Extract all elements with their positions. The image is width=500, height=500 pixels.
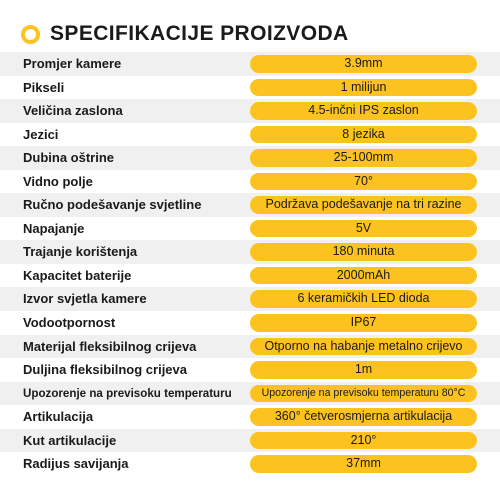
spec-label: Trajanje korištenja (23, 244, 138, 260)
spec-value-pill: 2000mAh (250, 267, 477, 285)
spec-row (0, 99, 500, 123)
spec-label: Promjer kamere (23, 56, 122, 71)
spec-label: Vodootpornost (23, 315, 116, 331)
spec-label: Artikulacija (23, 409, 94, 425)
spec-label: Materijal fleksibilnog crijeva (23, 338, 197, 354)
spec-label: Vidno polje (23, 173, 93, 189)
section-header (0, 18, 500, 52)
spec-value-pill: Upozorenje na previsoku temperaturu 80°C (250, 385, 477, 403)
spec-value-pill: 6 keramičkih LED dioda (250, 290, 477, 308)
spec-label: Veličina zaslona (23, 103, 123, 119)
spec-value-pill: 210° (250, 432, 477, 450)
spec-label: Jezici (23, 126, 59, 142)
spec-value-pill: 5V (250, 220, 477, 238)
spec-value-pill: IP67 (250, 314, 477, 332)
spec-label: Radijus savijanja (23, 456, 129, 472)
spec-value-pill: 37mm (250, 455, 477, 473)
spec-label: Dubina oštrine (23, 150, 115, 166)
spec-value-pill: Otporno na habanje metalno crijevo (250, 338, 477, 356)
spec-row (0, 170, 500, 194)
spec-row (0, 311, 500, 335)
spec-row (0, 217, 500, 241)
spec-value-pill: 25-100mm (250, 149, 477, 167)
spec-row (0, 358, 500, 382)
spec-label: Izvor svjetla kamere (23, 291, 147, 307)
spec-label: Napajanje (23, 220, 85, 236)
spec-value-pill: 3.9mm (250, 55, 477, 73)
spec-label: Kapacitet baterije (23, 267, 132, 283)
spec-row (0, 382, 500, 406)
spec-label: Pikseli (23, 79, 65, 95)
spec-value-pill: 1 milijun (250, 79, 477, 97)
spec-row (0, 287, 500, 311)
spec-row (0, 52, 500, 76)
spec-row (0, 76, 500, 100)
spec-value-pill: 180 minuta (250, 243, 477, 261)
spec-value-pill: 1m (250, 361, 477, 379)
spec-value-pill: 360° četverosmjerna artikulacija (250, 408, 477, 426)
spec-label: Upozorenje na previsoku temperaturu (23, 386, 232, 400)
spec-label: Ručno podešavanje svjetline (23, 197, 202, 213)
spec-value-pill: 4.5-inčni IPS zaslon (250, 102, 477, 120)
spec-row (0, 264, 500, 288)
spec-row (0, 193, 500, 217)
spec-value-pill: 8 jezika (250, 126, 477, 144)
ring-bullet-icon (21, 25, 40, 44)
spec-row (0, 335, 500, 359)
spec-row (0, 240, 500, 264)
spec-table (0, 52, 500, 476)
page-title: SPECIFIKACIJE PROIZVODA (50, 22, 349, 45)
spec-value-pill: 70° (250, 173, 477, 191)
spec-row (0, 429, 500, 453)
spec-label: Duljina fleksibilnog crijeva (23, 362, 187, 378)
spec-row (0, 146, 500, 170)
spec-row (0, 452, 500, 476)
spec-row (0, 405, 500, 429)
spec-value-pill: Podržava podešavanje na tri razine (250, 196, 477, 214)
spec-label: Kut artikulacije (23, 432, 117, 448)
spec-row (0, 123, 500, 147)
